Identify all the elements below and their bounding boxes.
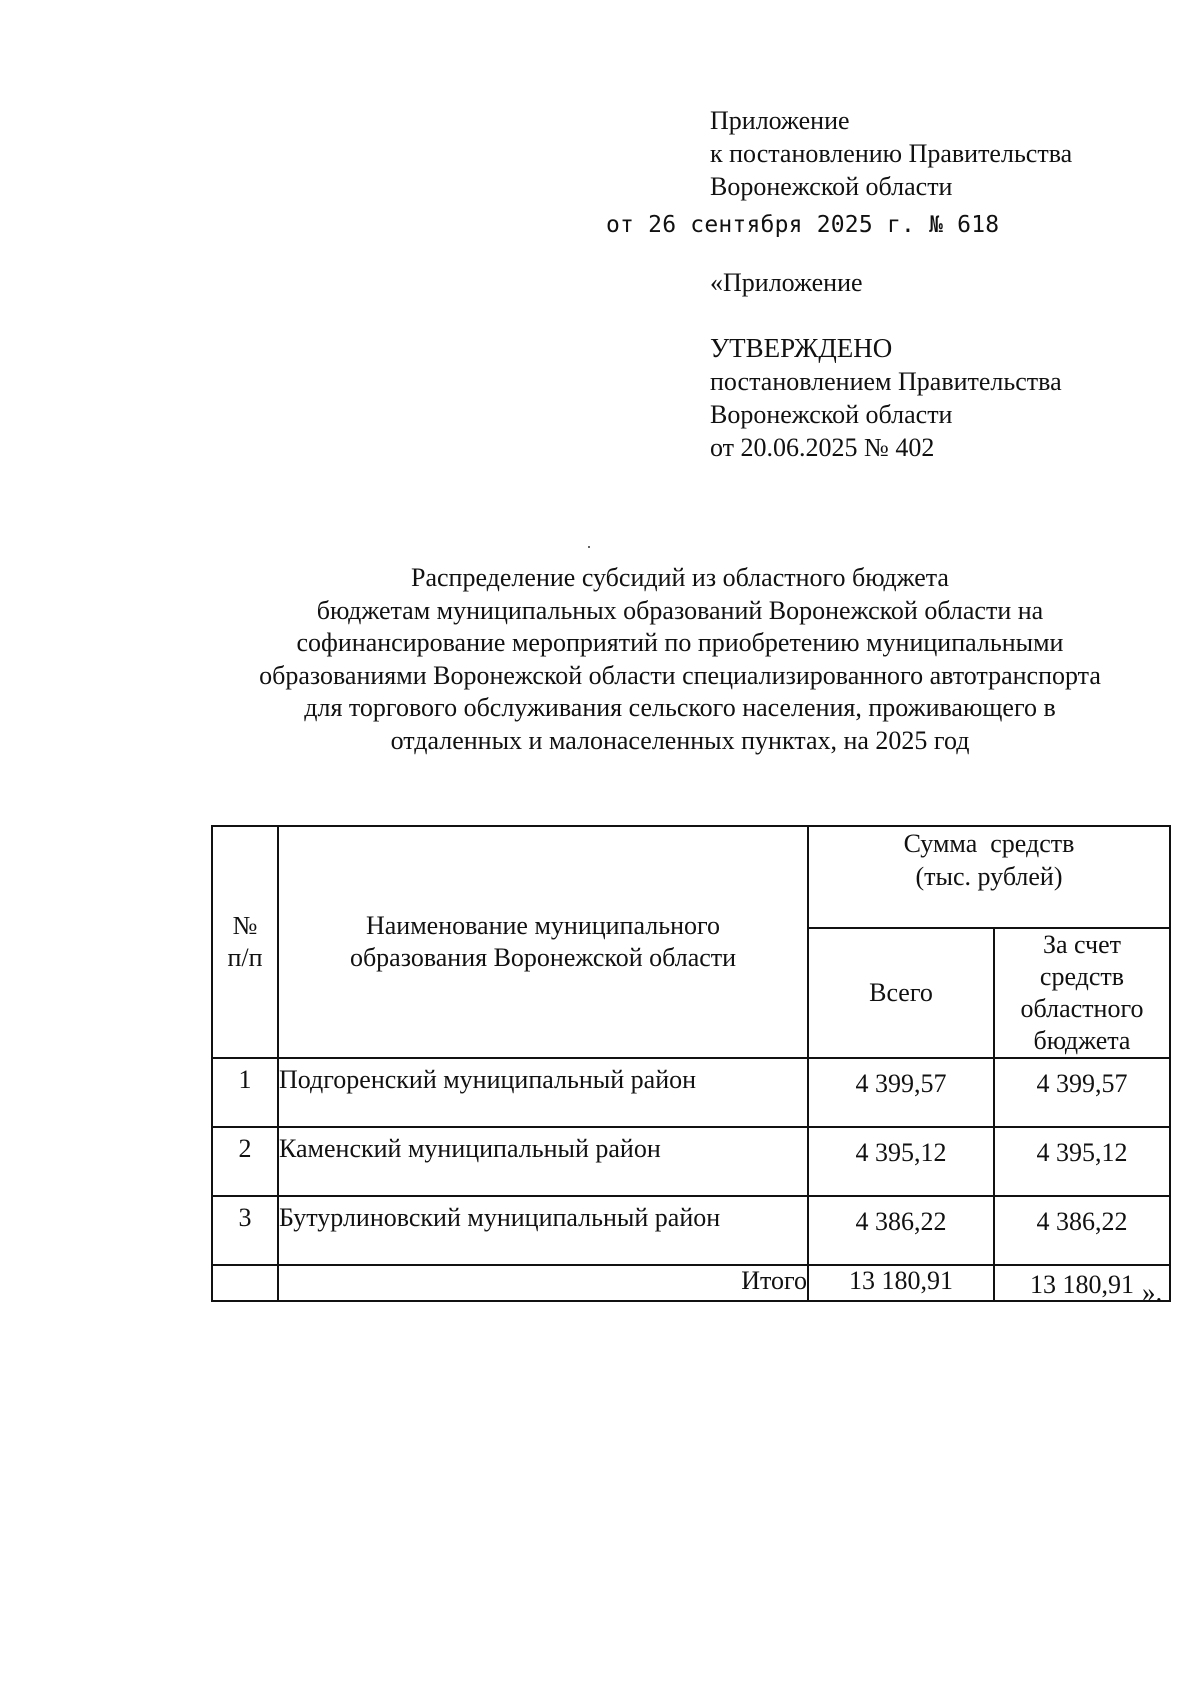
- title-line: софинансирование мероприятий по приобретению муниципальными: [296, 628, 1064, 657]
- appendix-quote-label: «Приложение: [710, 268, 863, 297]
- header-regional: [994, 928, 1170, 1058]
- table-total-row: [212, 1265, 1170, 1301]
- header-num: [212, 826, 278, 1058]
- row-total: 4 399,57: [808, 1058, 994, 1127]
- total-sum: 13 180,91: [808, 1265, 994, 1301]
- header-regional-line: средств: [1039, 962, 1125, 991]
- approved-title: УТВЕРЖДЕНО: [710, 333, 893, 363]
- title-line: для торгового обслуживания сельского населения, проживающего в: [304, 693, 1056, 722]
- document-title: [200, 562, 1160, 757]
- header-total: Всего: [808, 928, 994, 1058]
- header-sum: [808, 826, 1170, 928]
- row-regional: 4 386,22: [994, 1196, 1170, 1265]
- header-sum-line: Сумма средств: [903, 829, 1075, 858]
- header-line: Приложение: [710, 106, 850, 135]
- scan-speck: [588, 546, 590, 548]
- total-regional: 13 180,91: [994, 1265, 1170, 1301]
- row-regional: 4 399,57: [994, 1058, 1170, 1127]
- header-name-line: Наименование муниципального: [365, 911, 721, 940]
- total-num-empty: [212, 1265, 278, 1301]
- header-num-line: п/п: [227, 943, 263, 972]
- header-name-line: образования Воронежской области: [349, 943, 737, 972]
- table-row: [212, 1196, 1170, 1265]
- approved-line: постановлением Правительства: [710, 367, 1062, 396]
- approved-block: [710, 332, 1062, 464]
- title-line: бюджетам муниципальных образований Воронежской области на: [316, 595, 1044, 625]
- approved-line: от 20.06.2025 № 402: [710, 433, 935, 462]
- table-row: [212, 1127, 1170, 1196]
- row-total: 4 395,12: [808, 1127, 994, 1196]
- order-date-number: от 26 сентября 2025 г. № 618: [606, 212, 1000, 238]
- header-name: [278, 826, 808, 1058]
- title-line: Распределение субсидий из областного бюджета: [411, 563, 949, 592]
- row-num: 2: [212, 1127, 278, 1196]
- approved-line: Воронежской области: [710, 400, 953, 429]
- title-line: отдаленных и малонаселенных пунктах, на 2025 год: [390, 725, 970, 755]
- row-name: Каменский муниципальный район: [278, 1127, 808, 1196]
- title-line: образованиями Воронежской области специализированного автотранспорта: [259, 660, 1101, 690]
- row-total: 4 386,22: [808, 1196, 994, 1265]
- row-num: 3: [212, 1196, 278, 1265]
- header-line: Воронежской области: [710, 172, 953, 201]
- header-regional-line: бюджета: [1033, 1026, 1131, 1055]
- header-regional-line: За счет: [1042, 930, 1122, 959]
- subsidy-distribution-table: [211, 825, 1171, 1302]
- closing-quote: ».: [1142, 1277, 1163, 1307]
- header-line: к постановлению Правительства: [710, 139, 1073, 168]
- row-name: Подгоренский муниципальный район: [278, 1058, 808, 1127]
- row-regional: 4 395,12: [994, 1127, 1170, 1196]
- total-label: Итого: [278, 1265, 808, 1301]
- header-regional-line: областного: [1020, 994, 1144, 1023]
- row-num: 1: [212, 1058, 278, 1127]
- header-num-line: №: [232, 911, 258, 940]
- row-name: Бутурлиновский муниципальный район: [278, 1196, 808, 1265]
- table-header-row: [212, 826, 1170, 928]
- appendix-header: [710, 104, 1072, 203]
- header-sum-line: (тыс. рублей): [915, 862, 1063, 891]
- table-row: [212, 1058, 1170, 1127]
